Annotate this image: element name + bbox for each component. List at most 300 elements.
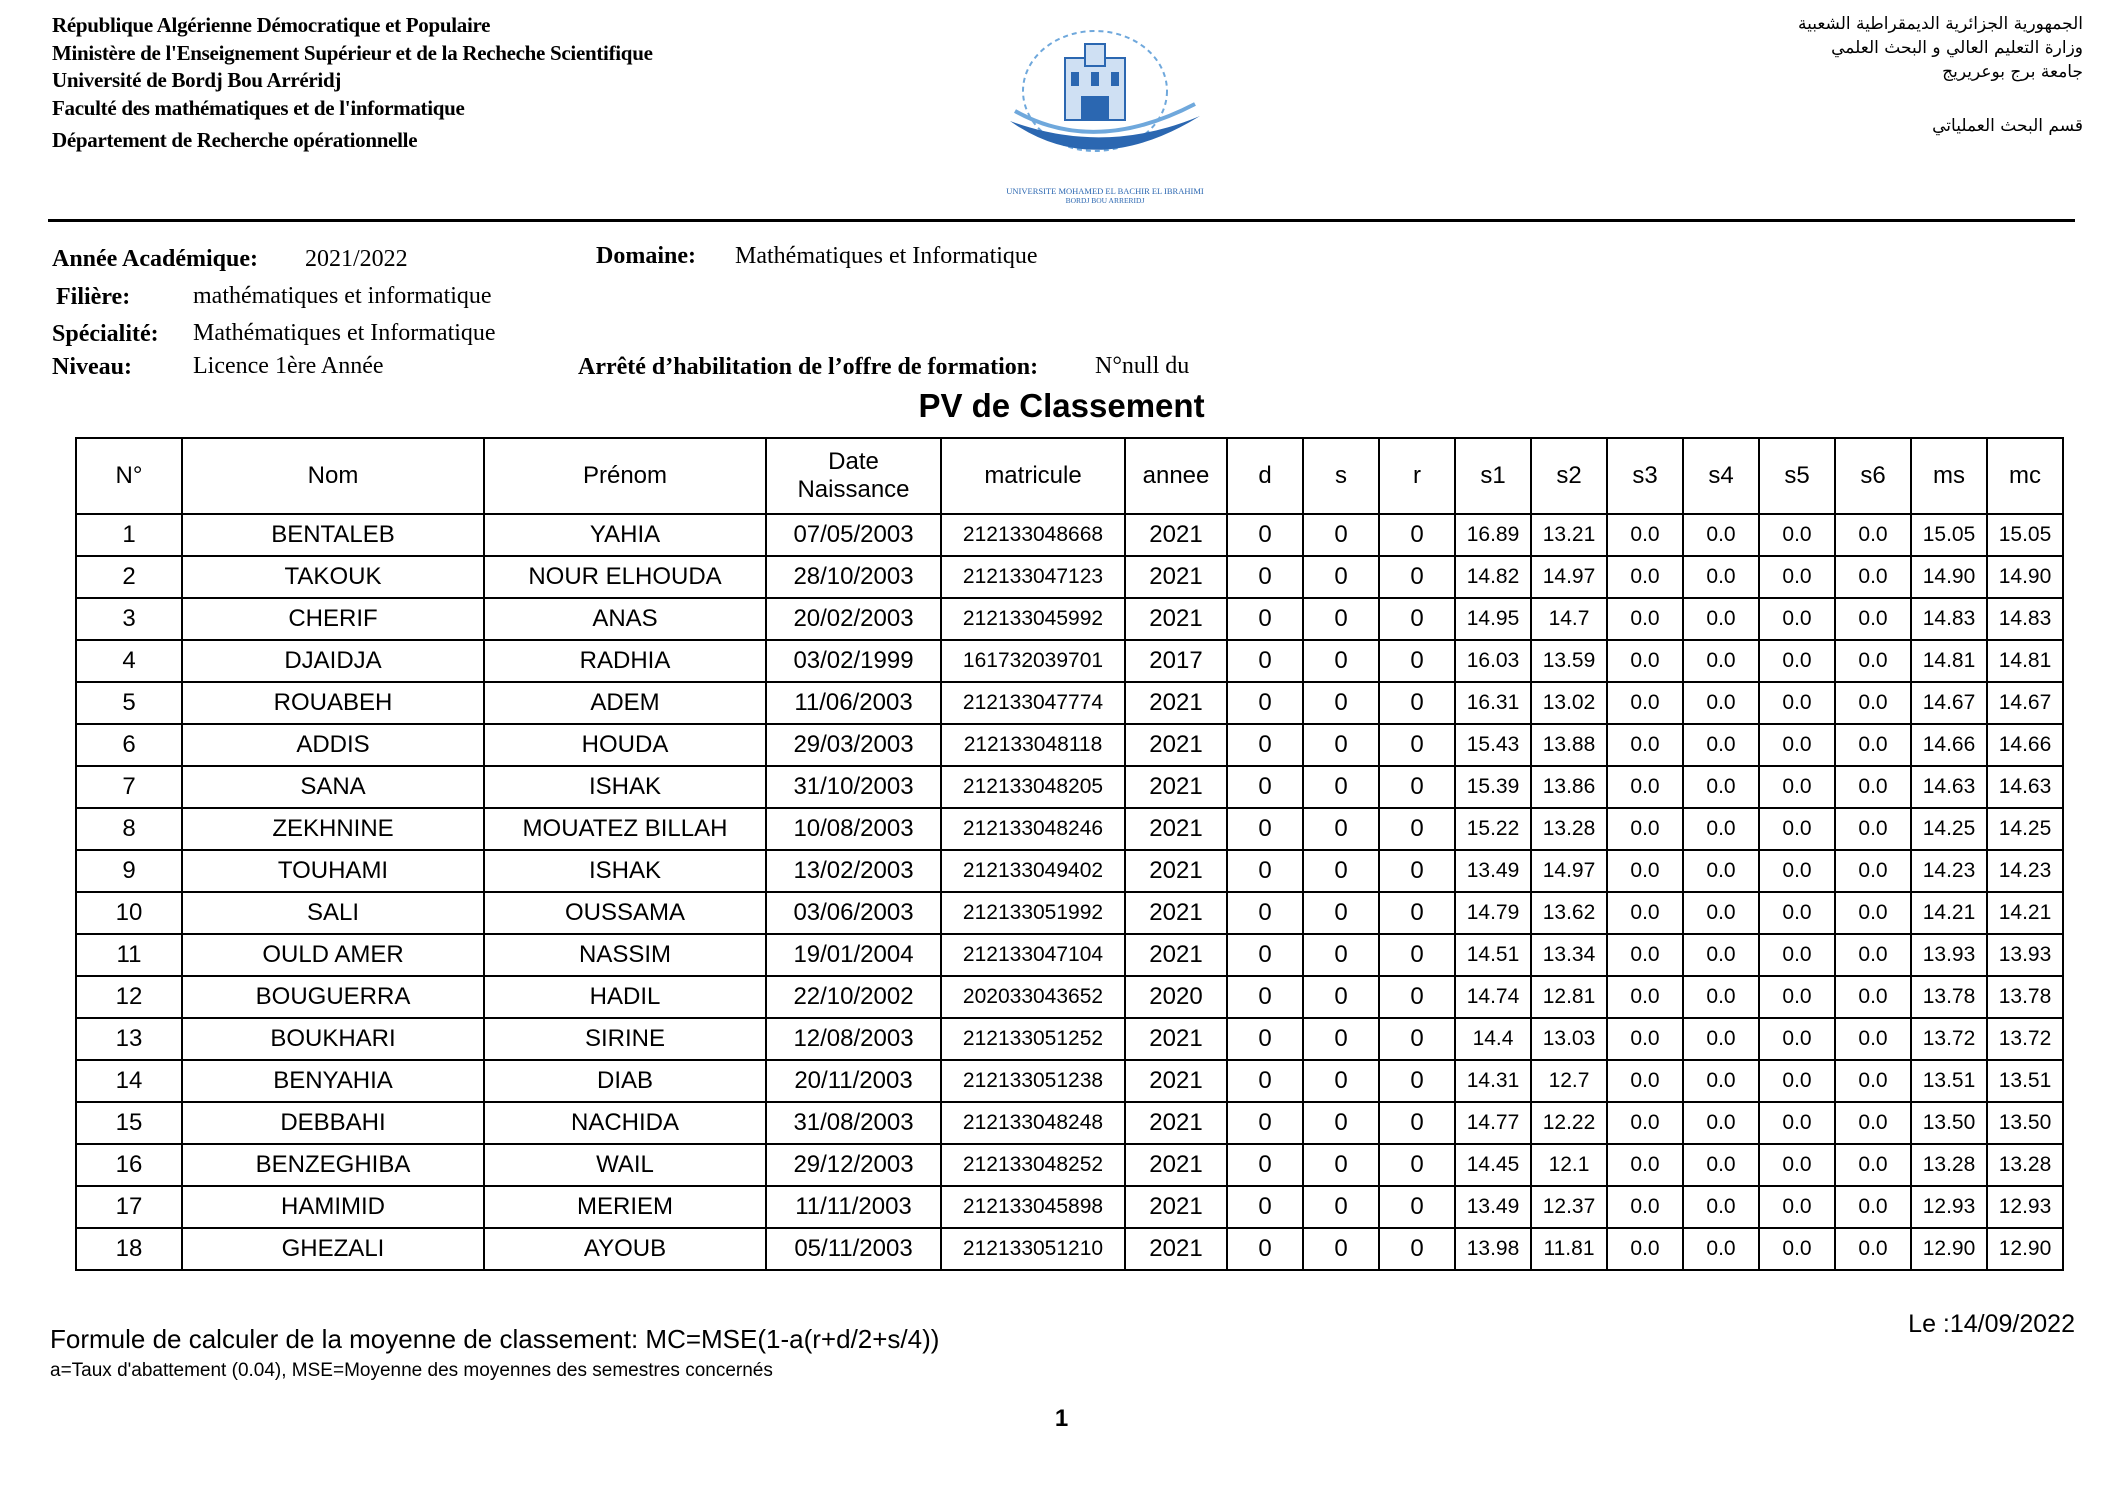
cell-s2: 12.1 bbox=[1531, 1144, 1607, 1186]
cell-prenom: YAHIA bbox=[484, 514, 766, 556]
cell-s4: 0.0 bbox=[1683, 1186, 1759, 1228]
cell-mc: 14.90 bbox=[1987, 556, 2063, 598]
cell-mc: 13.51 bbox=[1987, 1060, 2063, 1102]
cell-d: 0 bbox=[1227, 1102, 1303, 1144]
cell-r: 0 bbox=[1379, 1144, 1455, 1186]
cell-annee: 2021 bbox=[1125, 682, 1227, 724]
cell-s2: 14.7 bbox=[1531, 598, 1607, 640]
table-row bbox=[76, 766, 2063, 808]
cell-date-naissance: 07/05/2003 bbox=[766, 514, 941, 556]
cell-ms: 13.72 bbox=[1911, 1018, 1987, 1060]
cell-date-naissance: 03/02/1999 bbox=[766, 640, 941, 682]
formula-text: Formule de calculer de la moyenne de classement: MC=MSE(1-a(r+d/2+s/4)) bbox=[50, 1324, 940, 1354]
cell-s: 0 bbox=[1303, 1060, 1379, 1102]
cell-numero: 17 bbox=[76, 1186, 182, 1228]
cell-r: 0 bbox=[1379, 682, 1455, 724]
col-header-r: r bbox=[1379, 438, 1455, 514]
cell-s: 0 bbox=[1303, 892, 1379, 934]
cell-date-naissance: 10/08/2003 bbox=[766, 808, 941, 850]
cell-prenom: ANAS bbox=[484, 598, 766, 640]
cell-date-naissance: 28/10/2003 bbox=[766, 556, 941, 598]
cell-d: 0 bbox=[1227, 766, 1303, 808]
classement-table bbox=[75, 437, 2064, 1271]
cell-s3: 0.0 bbox=[1607, 808, 1683, 850]
cell-s5: 0.0 bbox=[1759, 556, 1835, 598]
cell-mc: 15.05 bbox=[1987, 514, 2063, 556]
annee-label: Année Académique: bbox=[52, 246, 258, 272]
cell-r: 0 bbox=[1379, 640, 1455, 682]
header-faculty: Faculté des mathématiques et de l'informatique bbox=[52, 95, 465, 120]
cell-ms: 14.83 bbox=[1911, 598, 1987, 640]
cell-s2: 12.81 bbox=[1531, 976, 1607, 1018]
cell-s5: 0.0 bbox=[1759, 934, 1835, 976]
cell-matricule: 212133048205 bbox=[941, 766, 1125, 808]
cell-s2: 11.81 bbox=[1531, 1228, 1607, 1270]
cell-r: 0 bbox=[1379, 1228, 1455, 1270]
cell-ms: 14.63 bbox=[1911, 766, 1987, 808]
niveau-label: Niveau: bbox=[52, 354, 132, 380]
cell-r: 0 bbox=[1379, 808, 1455, 850]
cell-s: 0 bbox=[1303, 850, 1379, 892]
col-header-mc: mc bbox=[1987, 438, 2063, 514]
cell-s3: 0.0 bbox=[1607, 1018, 1683, 1060]
cell-annee: 2021 bbox=[1125, 808, 1227, 850]
cell-date-naissance: 29/12/2003 bbox=[766, 1144, 941, 1186]
cell-annee: 2021 bbox=[1125, 892, 1227, 934]
document-date: Le :14/09/2022 bbox=[1908, 1310, 2075, 1338]
cell-matricule: 212133049402 bbox=[941, 850, 1125, 892]
formula-note: a=Taux d'abattement (0.04), MSE=Moyenne des moyennes des semestres concernés bbox=[50, 1360, 773, 1381]
cell-nom: DJAIDJA bbox=[182, 640, 484, 682]
cell-nom: DEBBAHI bbox=[182, 1102, 484, 1144]
cell-s2: 13.28 bbox=[1531, 808, 1607, 850]
cell-numero: 3 bbox=[76, 598, 182, 640]
cell-r: 0 bbox=[1379, 724, 1455, 766]
cell-s2: 14.97 bbox=[1531, 556, 1607, 598]
cell-annee: 2021 bbox=[1125, 514, 1227, 556]
cell-s: 0 bbox=[1303, 766, 1379, 808]
cell-s4: 0.0 bbox=[1683, 1102, 1759, 1144]
cell-date-naissance: 20/11/2003 bbox=[766, 1060, 941, 1102]
cell-s3: 0.0 bbox=[1607, 682, 1683, 724]
niveau-value: Licence 1ère Année bbox=[193, 353, 384, 379]
cell-r: 0 bbox=[1379, 598, 1455, 640]
cell-s2: 13.59 bbox=[1531, 640, 1607, 682]
cell-prenom: MERIEM bbox=[484, 1186, 766, 1228]
cell-s6: 0.0 bbox=[1835, 1060, 1911, 1102]
cell-s4: 0.0 bbox=[1683, 1144, 1759, 1186]
cell-prenom: NACHIDA bbox=[484, 1102, 766, 1144]
cell-prenom: SIRINE bbox=[484, 1018, 766, 1060]
cell-s6: 0.0 bbox=[1835, 976, 1911, 1018]
cell-s6: 0.0 bbox=[1835, 1018, 1911, 1060]
cell-d: 0 bbox=[1227, 598, 1303, 640]
cell-d: 0 bbox=[1227, 556, 1303, 598]
cell-date-naissance: 29/03/2003 bbox=[766, 724, 941, 766]
cell-nom: SANA bbox=[182, 766, 484, 808]
cell-s2: 12.22 bbox=[1531, 1102, 1607, 1144]
cell-nom: ADDIS bbox=[182, 724, 484, 766]
cell-mc: 13.28 bbox=[1987, 1144, 2063, 1186]
cell-nom: BENYAHIA bbox=[182, 1060, 484, 1102]
cell-r: 0 bbox=[1379, 766, 1455, 808]
cell-matricule: 161732039701 bbox=[941, 640, 1125, 682]
logo-text-line1: UNIVERSITE MOHAMED EL BACHIR EL IBRAHIMI bbox=[1006, 186, 1204, 196]
cell-s: 0 bbox=[1303, 976, 1379, 1018]
cell-s4: 0.0 bbox=[1683, 1228, 1759, 1270]
cell-s4: 0.0 bbox=[1683, 808, 1759, 850]
cell-s1: 14.45 bbox=[1455, 1144, 1531, 1186]
cell-annee: 2021 bbox=[1125, 1102, 1227, 1144]
cell-matricule: 212133048246 bbox=[941, 808, 1125, 850]
cell-nom: BOUKHARI bbox=[182, 1018, 484, 1060]
arrete-label: Arrêté d’habilitation de l’offre de formation: bbox=[578, 354, 1039, 380]
cell-matricule: 212133051252 bbox=[941, 1018, 1125, 1060]
cell-s5: 0.0 bbox=[1759, 892, 1835, 934]
cell-s6: 0.0 bbox=[1835, 934, 1911, 976]
cell-date-naissance: 19/01/2004 bbox=[766, 934, 941, 976]
cell-matricule: 212133051992 bbox=[941, 892, 1125, 934]
cell-numero: 6 bbox=[76, 724, 182, 766]
cell-s5: 0.0 bbox=[1759, 682, 1835, 724]
cell-mc: 13.78 bbox=[1987, 976, 2063, 1018]
cell-nom: BENTALEB bbox=[182, 514, 484, 556]
table-row bbox=[76, 850, 2063, 892]
cell-d: 0 bbox=[1227, 1060, 1303, 1102]
cell-ms: 13.78 bbox=[1911, 976, 1987, 1018]
cell-mc: 12.93 bbox=[1987, 1186, 2063, 1228]
header-department: Département de Recherche opérationnelle bbox=[52, 128, 418, 152]
cell-matricule: 212133047774 bbox=[941, 682, 1125, 724]
cell-annee: 2021 bbox=[1125, 556, 1227, 598]
cell-numero: 11 bbox=[76, 934, 182, 976]
cell-date-naissance: 11/06/2003 bbox=[766, 682, 941, 724]
cell-annee: 2021 bbox=[1125, 934, 1227, 976]
cell-s4: 0.0 bbox=[1683, 766, 1759, 808]
cell-s: 0 bbox=[1303, 514, 1379, 556]
cell-annee: 2021 bbox=[1125, 598, 1227, 640]
cell-s5: 0.0 bbox=[1759, 1228, 1835, 1270]
cell-annee: 2021 bbox=[1125, 1228, 1227, 1270]
cell-mc: 14.25 bbox=[1987, 808, 2063, 850]
cell-prenom: NASSIM bbox=[484, 934, 766, 976]
cell-prenom: RADHIA bbox=[484, 640, 766, 682]
header-university-ar: جامعة برج بوعريريج bbox=[1942, 62, 2083, 82]
cell-matricule: 212133048252 bbox=[941, 1144, 1125, 1186]
cell-matricule: 212133047123 bbox=[941, 556, 1125, 598]
cell-numero: 14 bbox=[76, 1060, 182, 1102]
col-header-s6: s6 bbox=[1835, 438, 1911, 514]
cell-s3: 0.0 bbox=[1607, 1228, 1683, 1270]
cell-numero: 7 bbox=[76, 766, 182, 808]
cell-s: 0 bbox=[1303, 1018, 1379, 1060]
table-row bbox=[76, 1144, 2063, 1186]
cell-s3: 0.0 bbox=[1607, 1102, 1683, 1144]
cell-s1: 13.49 bbox=[1455, 1186, 1531, 1228]
cell-ms: 13.28 bbox=[1911, 1144, 1987, 1186]
cell-s: 0 bbox=[1303, 682, 1379, 724]
cell-numero: 13 bbox=[76, 1018, 182, 1060]
table-row bbox=[76, 724, 2063, 766]
cell-s: 0 bbox=[1303, 1102, 1379, 1144]
cell-numero: 9 bbox=[76, 850, 182, 892]
cell-prenom: OUSSAMA bbox=[484, 892, 766, 934]
col-header-annee: annee bbox=[1125, 438, 1227, 514]
table-row bbox=[76, 556, 2063, 598]
cell-prenom: MOUATEZ BILLAH bbox=[484, 808, 766, 850]
specialite-value: Mathématiques et Informatique bbox=[193, 320, 496, 346]
cell-s3: 0.0 bbox=[1607, 556, 1683, 598]
cell-s1: 15.22 bbox=[1455, 808, 1531, 850]
cell-s3: 0.0 bbox=[1607, 598, 1683, 640]
table-row bbox=[76, 808, 2063, 850]
cell-prenom: DIAB bbox=[484, 1060, 766, 1102]
cell-s5: 0.0 bbox=[1759, 766, 1835, 808]
cell-nom: ROUABEH bbox=[182, 682, 484, 724]
header-ministry: Ministère de l'Enseignement Supérieur et de la Recheche Scientifique bbox=[52, 40, 653, 65]
cell-s2: 14.97 bbox=[1531, 850, 1607, 892]
cell-date-naissance: 13/02/2003 bbox=[766, 850, 941, 892]
cell-prenom: ADEM bbox=[484, 682, 766, 724]
header-divider bbox=[48, 219, 2075, 222]
cell-date-naissance: 31/10/2003 bbox=[766, 766, 941, 808]
cell-ms: 14.67 bbox=[1911, 682, 1987, 724]
cell-s1: 13.98 bbox=[1455, 1228, 1531, 1270]
cell-d: 0 bbox=[1227, 976, 1303, 1018]
cell-r: 0 bbox=[1379, 1102, 1455, 1144]
cell-matricule: 212133051238 bbox=[941, 1060, 1125, 1102]
filiere-value: mathématiques et informatique bbox=[193, 283, 492, 309]
cell-s2: 13.02 bbox=[1531, 682, 1607, 724]
table-row bbox=[76, 598, 2063, 640]
cell-s: 0 bbox=[1303, 1186, 1379, 1228]
cell-s2: 13.34 bbox=[1531, 934, 1607, 976]
cell-s1: 16.31 bbox=[1455, 682, 1531, 724]
table-header-row bbox=[76, 438, 2063, 514]
cell-ms: 15.05 bbox=[1911, 514, 1987, 556]
page-number: 1 bbox=[1054, 1405, 1069, 1432]
cell-date-naissance: 11/11/2003 bbox=[766, 1186, 941, 1228]
cell-ms: 14.21 bbox=[1911, 892, 1987, 934]
col-header-matricule: matricule bbox=[941, 438, 1125, 514]
col-header-s3: s3 bbox=[1607, 438, 1683, 514]
cell-d: 0 bbox=[1227, 724, 1303, 766]
cell-s6: 0.0 bbox=[1835, 808, 1911, 850]
col-header-numero: N° bbox=[76, 438, 182, 514]
cell-numero: 5 bbox=[76, 682, 182, 724]
domaine-value: Mathématiques et Informatique bbox=[735, 243, 1038, 269]
cell-s1: 14.95 bbox=[1455, 598, 1531, 640]
cell-date-naissance: 12/08/2003 bbox=[766, 1018, 941, 1060]
cell-nom: BOUGUERRA bbox=[182, 976, 484, 1018]
cell-s: 0 bbox=[1303, 1144, 1379, 1186]
cell-matricule: 212133047104 bbox=[941, 934, 1125, 976]
cell-mc: 14.67 bbox=[1987, 682, 2063, 724]
cell-annee: 2017 bbox=[1125, 640, 1227, 682]
cell-d: 0 bbox=[1227, 1144, 1303, 1186]
arrete-value: N°null du bbox=[1095, 353, 1190, 379]
cell-date-naissance: 31/08/2003 bbox=[766, 1102, 941, 1144]
cell-s6: 0.0 bbox=[1835, 1228, 1911, 1270]
cell-numero: 8 bbox=[76, 808, 182, 850]
cell-nom: SALI bbox=[182, 892, 484, 934]
cell-numero: 4 bbox=[76, 640, 182, 682]
cell-r: 0 bbox=[1379, 892, 1455, 934]
cell-s: 0 bbox=[1303, 808, 1379, 850]
cell-numero: 15 bbox=[76, 1102, 182, 1144]
table-row bbox=[76, 640, 2063, 682]
cell-s5: 0.0 bbox=[1759, 514, 1835, 556]
cell-s6: 0.0 bbox=[1835, 682, 1911, 724]
cell-date-naissance: 22/10/2002 bbox=[766, 976, 941, 1018]
cell-s4: 0.0 bbox=[1683, 934, 1759, 976]
cell-r: 0 bbox=[1379, 1186, 1455, 1228]
cell-s: 0 bbox=[1303, 556, 1379, 598]
cell-s4: 0.0 bbox=[1683, 514, 1759, 556]
cell-s6: 0.0 bbox=[1835, 640, 1911, 682]
cell-ms: 14.81 bbox=[1911, 640, 1987, 682]
cell-s1: 14.77 bbox=[1455, 1102, 1531, 1144]
cell-annee: 2021 bbox=[1125, 1018, 1227, 1060]
cell-ms: 12.90 bbox=[1911, 1228, 1987, 1270]
cell-ms: 14.66 bbox=[1911, 724, 1987, 766]
cell-s1: 16.03 bbox=[1455, 640, 1531, 682]
cell-s6: 0.0 bbox=[1835, 556, 1911, 598]
annee-value: 2021/2022 bbox=[305, 246, 408, 272]
cell-s4: 0.0 bbox=[1683, 1060, 1759, 1102]
cell-s5: 0.0 bbox=[1759, 808, 1835, 850]
cell-d: 0 bbox=[1227, 682, 1303, 724]
cell-annee: 2021 bbox=[1125, 1186, 1227, 1228]
cell-mc: 14.23 bbox=[1987, 850, 2063, 892]
col-header-date-naissance: Date Naissance bbox=[766, 438, 941, 514]
cell-nom: HAMIMID bbox=[182, 1186, 484, 1228]
cell-annee: 2021 bbox=[1125, 724, 1227, 766]
cell-s6: 0.0 bbox=[1835, 1144, 1911, 1186]
cell-s3: 0.0 bbox=[1607, 640, 1683, 682]
cell-numero: 18 bbox=[76, 1228, 182, 1270]
cell-mc: 13.50 bbox=[1987, 1102, 2063, 1144]
cell-mc: 13.72 bbox=[1987, 1018, 2063, 1060]
cell-d: 0 bbox=[1227, 850, 1303, 892]
cell-s1: 14.4 bbox=[1455, 1018, 1531, 1060]
cell-prenom: HADIL bbox=[484, 976, 766, 1018]
cell-s: 0 bbox=[1303, 934, 1379, 976]
cell-s2: 13.88 bbox=[1531, 724, 1607, 766]
cell-s: 0 bbox=[1303, 598, 1379, 640]
col-header-d: d bbox=[1227, 438, 1303, 514]
header-left bbox=[52, 12, 653, 155]
cell-mc: 14.83 bbox=[1987, 598, 2063, 640]
header-university: Université de Bordj Bou Arréridj bbox=[52, 68, 342, 92]
cell-prenom: AYOUB bbox=[484, 1228, 766, 1270]
col-header-ms: ms bbox=[1911, 438, 1987, 514]
cell-ms: 14.90 bbox=[1911, 556, 1987, 598]
table-row bbox=[76, 1186, 2063, 1228]
cell-s2: 12.7 bbox=[1531, 1060, 1607, 1102]
cell-s6: 0.0 bbox=[1835, 850, 1911, 892]
cell-d: 0 bbox=[1227, 640, 1303, 682]
cell-s5: 0.0 bbox=[1759, 1186, 1835, 1228]
cell-s1: 14.74 bbox=[1455, 976, 1531, 1018]
cell-s4: 0.0 bbox=[1683, 1018, 1759, 1060]
cell-s3: 0.0 bbox=[1607, 766, 1683, 808]
cell-d: 0 bbox=[1227, 892, 1303, 934]
table-row bbox=[76, 1060, 2063, 1102]
cell-s5: 0.0 bbox=[1759, 1144, 1835, 1186]
cell-s4: 0.0 bbox=[1683, 556, 1759, 598]
cell-s1: 14.31 bbox=[1455, 1060, 1531, 1102]
cell-s1: 14.51 bbox=[1455, 934, 1531, 976]
cell-s4: 0.0 bbox=[1683, 640, 1759, 682]
cell-s2: 13.21 bbox=[1531, 514, 1607, 556]
cell-s5: 0.0 bbox=[1759, 1018, 1835, 1060]
cell-prenom: ISHAK bbox=[484, 850, 766, 892]
cell-date-naissance: 20/02/2003 bbox=[766, 598, 941, 640]
cell-d: 0 bbox=[1227, 934, 1303, 976]
table-row bbox=[76, 976, 2063, 1018]
cell-nom: CHERIF bbox=[182, 598, 484, 640]
col-header-s4: s4 bbox=[1683, 438, 1759, 514]
cell-s4: 0.0 bbox=[1683, 850, 1759, 892]
cell-annee: 2020 bbox=[1125, 976, 1227, 1018]
col-header-s5: s5 bbox=[1759, 438, 1835, 514]
cell-s6: 0.0 bbox=[1835, 514, 1911, 556]
cell-s3: 0.0 bbox=[1607, 514, 1683, 556]
col-header-nom: Nom bbox=[182, 438, 484, 514]
cell-s2: 13.62 bbox=[1531, 892, 1607, 934]
cell-prenom: ISHAK bbox=[484, 766, 766, 808]
cell-s5: 0.0 bbox=[1759, 1102, 1835, 1144]
cell-s: 0 bbox=[1303, 724, 1379, 766]
cell-r: 0 bbox=[1379, 934, 1455, 976]
cell-r: 0 bbox=[1379, 556, 1455, 598]
cell-s4: 0.0 bbox=[1683, 598, 1759, 640]
cell-mc: 14.63 bbox=[1987, 766, 2063, 808]
cell-numero: 1 bbox=[76, 514, 182, 556]
cell-ms: 14.25 bbox=[1911, 808, 1987, 850]
header-republic-ar: الجمهورية الجزائرية الديمقراطية الشعبية bbox=[1797, 14, 2083, 34]
cell-annee: 2021 bbox=[1125, 1060, 1227, 1102]
cell-annee: 2021 bbox=[1125, 1144, 1227, 1186]
cell-nom: TAKOUK bbox=[182, 556, 484, 598]
cell-d: 0 bbox=[1227, 514, 1303, 556]
cell-matricule: 212133051210 bbox=[941, 1228, 1125, 1270]
cell-s3: 0.0 bbox=[1607, 976, 1683, 1018]
cell-r: 0 bbox=[1379, 1060, 1455, 1102]
col-header-s1: s1 bbox=[1455, 438, 1531, 514]
logo-text-line2: BORDJ BOU ARRERIDJ bbox=[1065, 196, 1145, 205]
cell-mc: 12.90 bbox=[1987, 1228, 2063, 1270]
cell-s1: 15.39 bbox=[1455, 766, 1531, 808]
cell-nom: TOUHAMI bbox=[182, 850, 484, 892]
cell-mc: 14.21 bbox=[1987, 892, 2063, 934]
header-right bbox=[1798, 12, 2083, 138]
cell-d: 0 bbox=[1227, 1018, 1303, 1060]
header-republic: République Algérienne Démocratique et Populaire bbox=[52, 13, 491, 37]
domaine-label: Domaine: bbox=[596, 243, 696, 269]
cell-matricule: 212133048248 bbox=[941, 1102, 1125, 1144]
cell-d: 0 bbox=[1227, 1228, 1303, 1270]
cell-date-naissance: 03/06/2003 bbox=[766, 892, 941, 934]
filiere-label: Filière: bbox=[56, 284, 131, 310]
cell-s5: 0.0 bbox=[1759, 1060, 1835, 1102]
table-row bbox=[76, 1228, 2063, 1270]
cell-s: 0 bbox=[1303, 640, 1379, 682]
header-department-ar: قسم البحث العملياتي bbox=[1932, 116, 2083, 136]
cell-nom: OULD AMER bbox=[182, 934, 484, 976]
cell-s5: 0.0 bbox=[1759, 724, 1835, 766]
